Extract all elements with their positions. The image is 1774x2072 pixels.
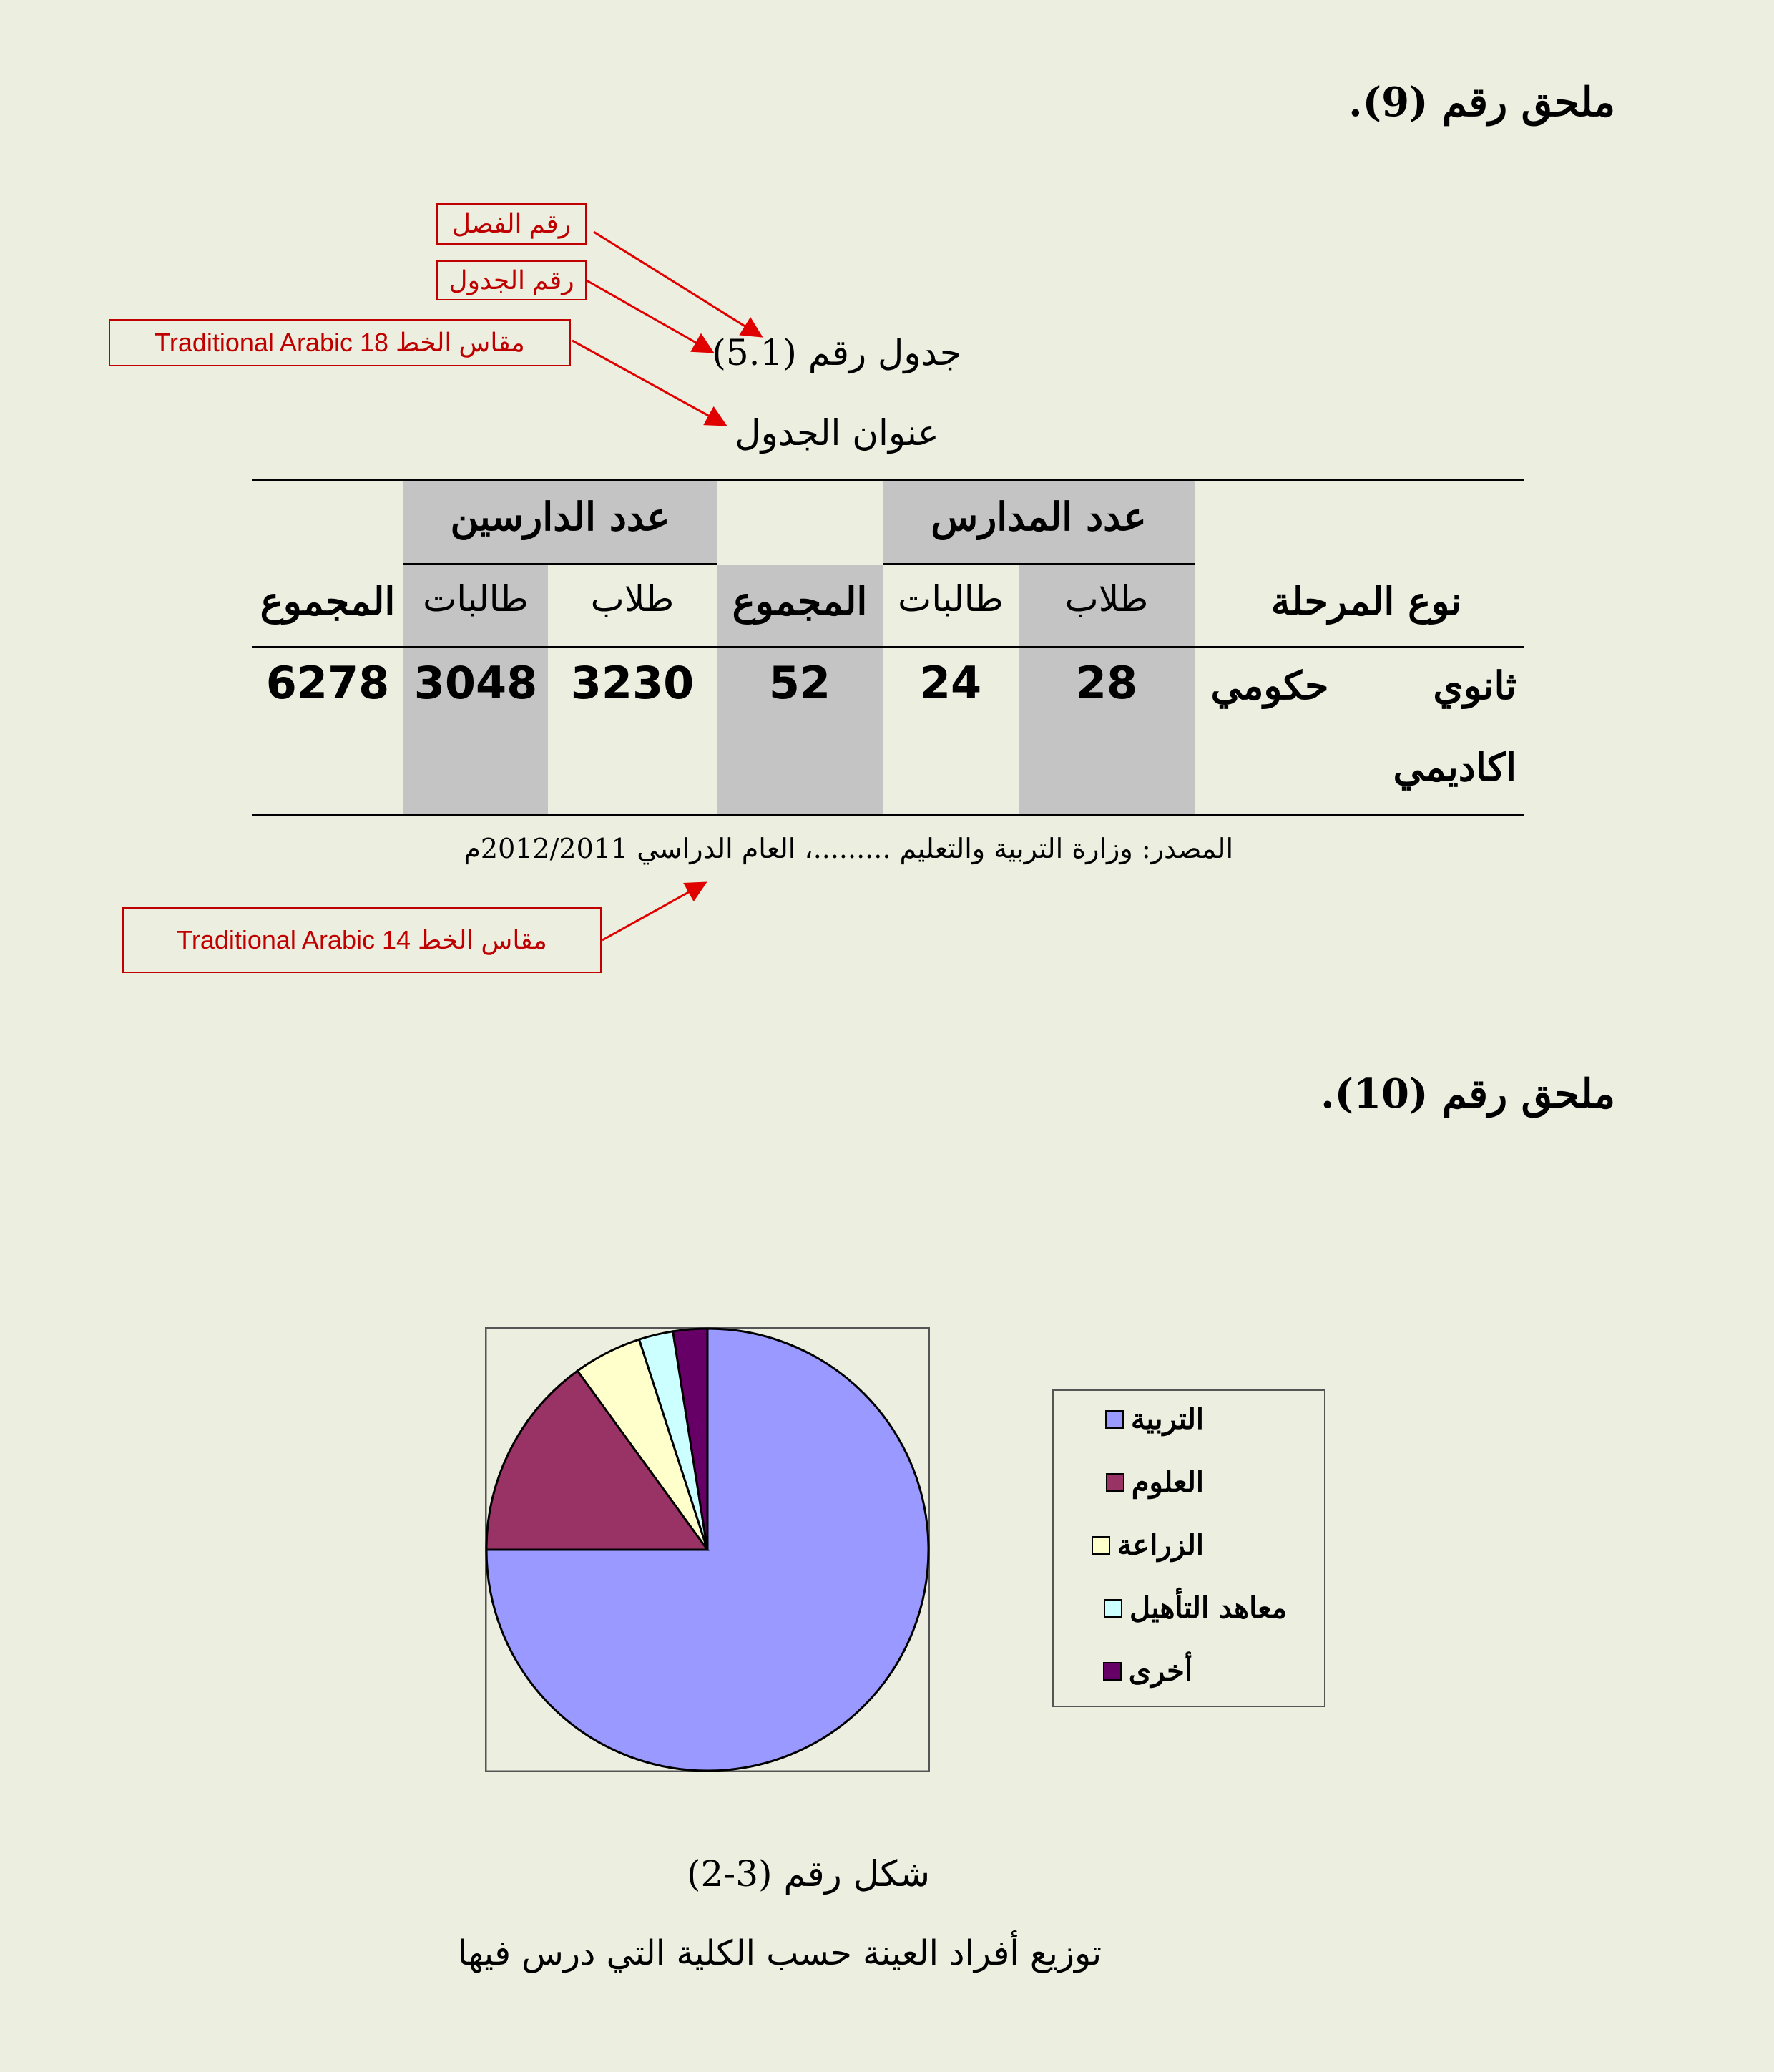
appendix-9-dot: . bbox=[1348, 79, 1363, 126]
arrow-font-size-14 bbox=[602, 883, 705, 940]
appendix-10-heading bbox=[1320, 1070, 1615, 1118]
pie-legend bbox=[1052, 1389, 1325, 1707]
figure-number-caption: شكل رقم (3-2) bbox=[686, 1853, 931, 1895]
legend-swatch-science bbox=[1106, 1473, 1124, 1492]
cell-total-schools: 52 bbox=[768, 657, 831, 709]
header-schools-count: عدد المدارس bbox=[931, 494, 1147, 539]
cell-boys-schools: 28 bbox=[1075, 657, 1138, 709]
legend-label-agriculture: الزراعة bbox=[1117, 1528, 1204, 1562]
legend-item-education bbox=[1105, 1402, 1204, 1436]
appendix-9-number: (9) bbox=[1362, 79, 1428, 126]
pie-chart bbox=[485, 1327, 930, 1772]
legend-swatch-institutes bbox=[1104, 1599, 1122, 1618]
legend-item-agriculture bbox=[1092, 1528, 1204, 1562]
annotation-font-size-14: Traditional Arabic 14 مقاس الخط bbox=[122, 907, 602, 973]
annotation-table-number: رقم الجدول bbox=[436, 260, 587, 300]
cell-stage-line1: ثانوي bbox=[1433, 663, 1516, 708]
header-girls-students: طالبات bbox=[423, 578, 529, 620]
table-title: عنوان الجدول bbox=[735, 412, 939, 454]
cell-girls-schools: 24 bbox=[919, 657, 982, 709]
table-bottom-rule bbox=[252, 814, 1524, 816]
appendix-10-label: ملحق رقم bbox=[1442, 1070, 1615, 1118]
legend-swatch-agriculture bbox=[1092, 1536, 1110, 1555]
table-number-caption: جدول رقم (5.1) bbox=[712, 332, 962, 373]
students-subheader-rule bbox=[403, 563, 717, 565]
legend-label-science: العلوم bbox=[1131, 1465, 1204, 1499]
table-header-rule bbox=[252, 646, 1524, 648]
appendix-10-number: (10) bbox=[1334, 1070, 1428, 1118]
cell-total-students: 6278 bbox=[265, 657, 390, 709]
cell-boys-students: 3230 bbox=[570, 657, 695, 709]
legend-swatch-other bbox=[1103, 1662, 1122, 1681]
legend-swatch-education bbox=[1105, 1410, 1124, 1429]
table-top-rule bbox=[252, 479, 1524, 481]
header-boys-students: طلاب bbox=[590, 578, 675, 620]
legend-item-science bbox=[1106, 1465, 1204, 1499]
header-students-count: عدد الدارسين bbox=[450, 494, 670, 539]
appendix-9-label: ملحق رقم bbox=[1442, 79, 1615, 126]
arrow-chapter-number bbox=[594, 232, 761, 336]
appendix-10-dot: . bbox=[1320, 1070, 1335, 1118]
legend-label-institutes: معاهد التأهيل bbox=[1129, 1591, 1287, 1625]
legend-label-education: التربية bbox=[1130, 1402, 1204, 1436]
pie-slices bbox=[486, 1329, 928, 1771]
cell-stage-line2: اكاديمي bbox=[1393, 744, 1516, 790]
legend-item-institutes bbox=[1104, 1591, 1287, 1625]
annotation-font-size-18: Traditional Arabic 18 مقاس الخط bbox=[109, 319, 571, 366]
arrow-table-number bbox=[587, 280, 712, 352]
annotation-chapter-number: رقم الفصل bbox=[436, 203, 587, 245]
cell-sector: حكومي bbox=[1210, 663, 1329, 708]
header-boys-schools: طلاب bbox=[1064, 578, 1149, 620]
table-source: المصدر: وزارة التربية والتعليم .........، العام الدراسي 2012/2011م bbox=[464, 833, 1233, 864]
figure-title: توزيع أفراد العينة حسب الكلية التي درس فيها bbox=[457, 1933, 1102, 1973]
legend-item-other bbox=[1103, 1654, 1192, 1688]
header-stage-type: نوع المرحلة bbox=[1270, 578, 1462, 624]
header-girls-schools: طالبات bbox=[898, 578, 1004, 620]
header-total-schools: المجموع bbox=[732, 578, 868, 624]
cell-girls-students: 3048 bbox=[413, 657, 538, 709]
schools-subheader-rule bbox=[883, 563, 1195, 565]
legend-label-other: أخرى bbox=[1128, 1654, 1192, 1688]
header-total-students: المجموع bbox=[260, 578, 396, 624]
